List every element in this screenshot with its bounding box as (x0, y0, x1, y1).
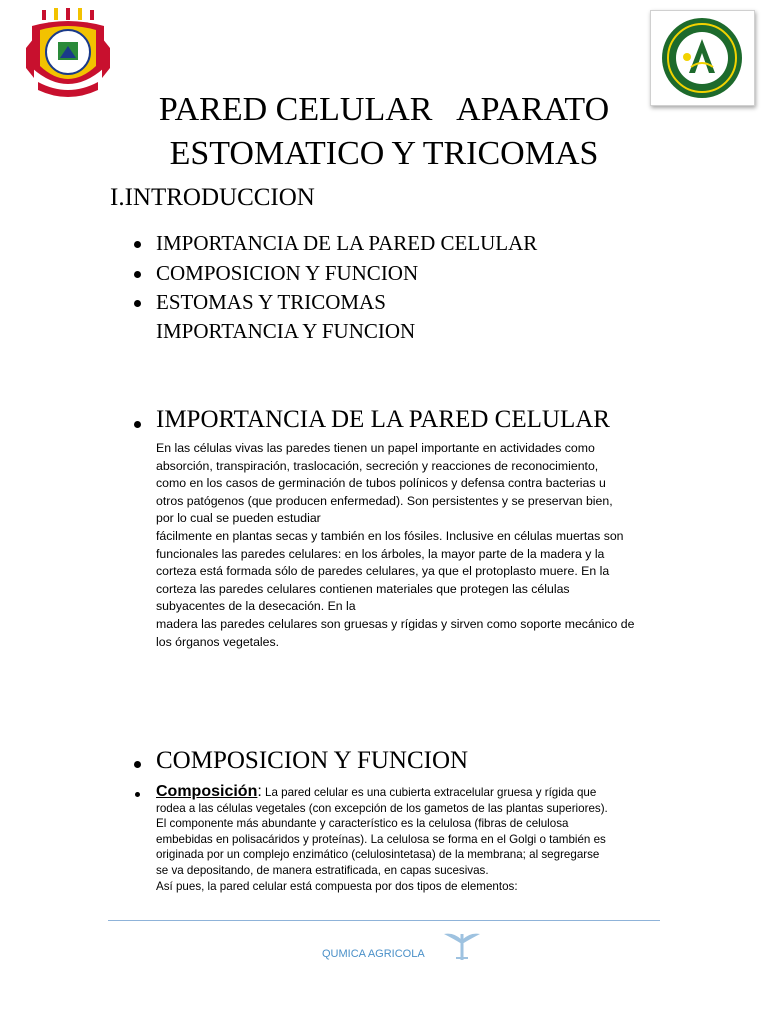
bullet-dot-icon (134, 300, 141, 307)
paragraph-line: subyacentes de la desecación. En la (156, 599, 356, 614)
section-importancia-body (156, 440, 656, 651)
composicion-subheading: Composición (156, 783, 258, 800)
footer-divider (108, 920, 660, 921)
paragraph-line: madera las paredes celulares son gruesas y rígidas y sirven como soporte mecánico de (156, 616, 635, 631)
bullet-dot-icon (134, 271, 141, 278)
paragraph-line: como en los casos de germinación de tubos polínicos y defensa contra bacterias u (156, 476, 606, 491)
paragraph-lead: La pared celular es una cubierta extracelular gruesa y rígida que (261, 786, 597, 799)
paragraph-line: otros patógenos (que producen enfermedad). Son persistentes y se preservan bien, (156, 493, 613, 508)
paragraph-line: rodea a las células vegetales (con excepción de los gametos de las plantas superiores). (156, 801, 608, 815)
paragraph-line: por lo cual se pueden estudiar (156, 511, 321, 526)
paragraph-line: embebidas en polisacáridos y proteínas). La celulosa se forma en el Golgi o también es (156, 832, 606, 846)
fleur-ornament-icon (442, 930, 482, 967)
paragraph-line: Así pues, la pared celular está compuesta por dos tipos de elementos: (156, 879, 518, 893)
paragraph-line: corteza está formada sólo de paredes celulares, ya que el protoplasto muere. En la (156, 564, 610, 579)
bullet-dot-icon (134, 421, 141, 428)
paragraph-line: los órganos vegetales. (156, 634, 280, 649)
paragraph-line: fácilmente en plantas secas y también en los fósiles. Inclusive en células muertas son (156, 528, 624, 543)
section-composicion-heading: COMPOSICION Y FUNCION (156, 747, 469, 774)
document-title-line-2: ESTOMATICO Y TRICOMAS (169, 135, 599, 172)
footer-label: QUMICA AGRICOLA (322, 948, 425, 960)
paragraph-first-line (156, 784, 658, 801)
paragraph-line: El componente más abundante y característico es la celulosa (fibras de celulosa (156, 817, 569, 831)
intro-heading: I.INTRODUCCION (110, 184, 315, 211)
bullet-dot-icon (134, 761, 141, 768)
paragraph-line: En las células vivas las paredes tienen un papel importante en actividades como (156, 441, 595, 455)
paragraph-line: corteza las paredes celulares contienen materiales que protegen las células (156, 581, 570, 596)
paragraph-line: absorción, transpiración, traslocación, secreción y reacciones de reconocimiento, (156, 458, 599, 473)
bullet-dot-icon (135, 792, 140, 797)
colon-text: : (257, 783, 262, 800)
intro-item-1: IMPORTANCIA DE LA PARED CELULAR (156, 231, 538, 255)
paragraph-line: funcionales las paredes celulares: en los árboles, la mayor parte de la madera y la (156, 546, 605, 561)
intro-item-2: COMPOSICION Y FUNCION (156, 261, 419, 285)
section-importancia-heading: IMPORTANCIA DE LA PARED CELULAR (156, 406, 610, 433)
university-crest-logo (24, 8, 112, 98)
bullet-dot-icon (134, 241, 141, 248)
paragraph-line: se va depositando, de manera estratificada, en capas sucesivas. (156, 863, 489, 877)
section-composicion-body (156, 784, 658, 894)
document-title-line-1: PARED CELULAR APARATO (158, 91, 610, 128)
intro-item-4: IMPORTANCIA Y FUNCION (156, 319, 416, 343)
paragraph-line: originada por un complejo enzimático (celulosintetasa) de la membrana; al segregarse (156, 848, 600, 862)
intro-item-3: ESTOMAS Y TRICOMAS (156, 290, 386, 314)
